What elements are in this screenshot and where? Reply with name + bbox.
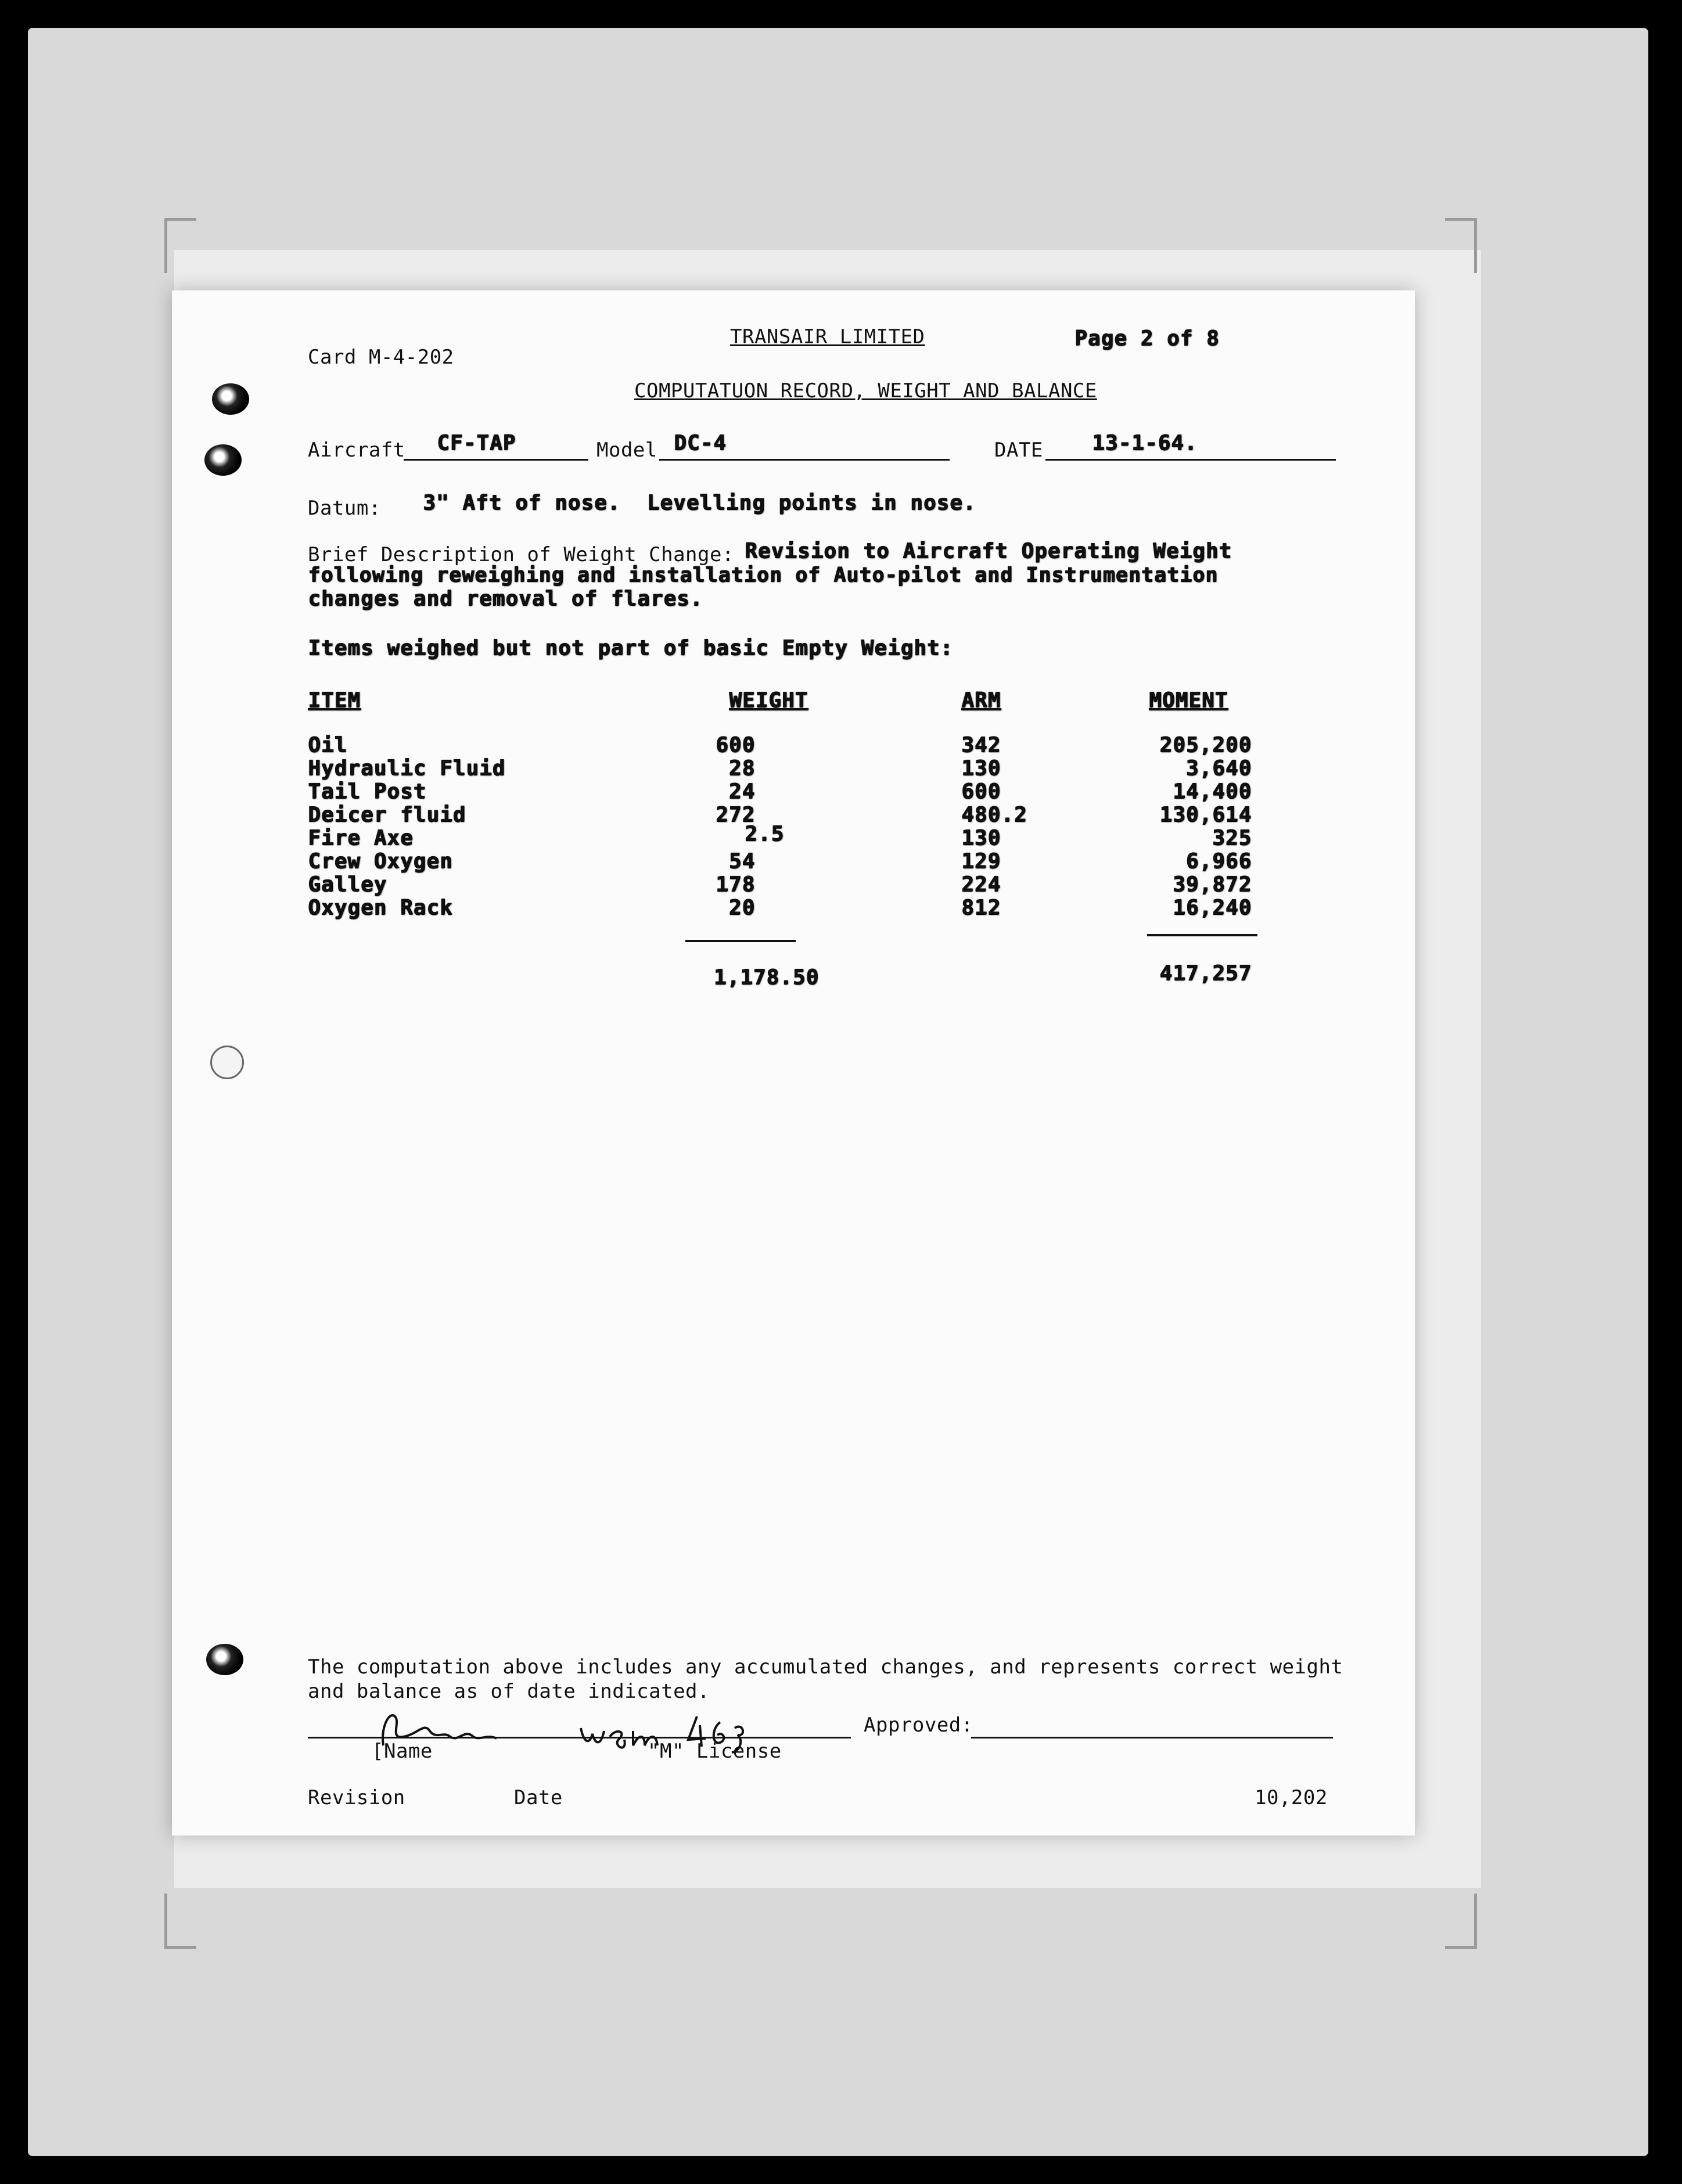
- description-line-1: Revision to Aircraft Operating Weight: [745, 539, 1232, 563]
- item-name: Galley: [308, 872, 387, 896]
- item-weight: 24: [728, 780, 755, 803]
- item-moment: 6,966: [1185, 849, 1252, 873]
- item-arm: 480.2: [961, 803, 1027, 827]
- item-arm: 812: [961, 896, 1001, 919]
- item-arm: 129: [961, 849, 1001, 873]
- item-moment: 39,872: [1172, 872, 1252, 896]
- aircraft-underline: [404, 459, 588, 461]
- item-name: Deicer fluid: [308, 803, 466, 827]
- column-header-arm: ARM: [961, 688, 1001, 712]
- item-moment: 325: [1212, 826, 1252, 850]
- punch-hole: [204, 444, 242, 476]
- punch-hole: [210, 1046, 244, 1079]
- license-label: "M" License: [648, 1740, 782, 1763]
- item-arm: 130: [961, 756, 1001, 780]
- item-arm: 224: [961, 872, 1001, 896]
- item-weight: 272: [715, 803, 755, 827]
- revision-date-label: Date: [514, 1786, 563, 1809]
- certification-statement-1: The computation above includes any accumulated changes, and represents correct weight: [308, 1655, 1343, 1679]
- approved-signature-line: [971, 1737, 1333, 1738]
- name-signature-line: [308, 1737, 851, 1738]
- item-moment: 14,400: [1172, 780, 1252, 803]
- item-arm: 342: [961, 733, 1001, 757]
- weight-total-rule: [685, 940, 796, 942]
- punch-hole: [206, 1644, 243, 1675]
- item-moment: 205,200: [1159, 733, 1252, 757]
- certification-statement-2: and balance as of date indicated.: [308, 1680, 710, 1703]
- corner-mark-bottom-right: [1445, 1894, 1477, 1949]
- item-name: Hydraulic Fluid: [308, 756, 506, 780]
- form-title: COMPUTATUON RECORD, WEIGHT AND BALANCE: [634, 379, 1097, 403]
- name-label: [Name: [372, 1740, 433, 1763]
- date-underline: [1045, 459, 1336, 461]
- description-line-2: following reweighing and installation of Auto-pilot and Instrumentation: [308, 563, 1219, 587]
- form-number: 10,202: [1255, 1786, 1328, 1809]
- item-name: Oil: [308, 733, 348, 757]
- item-moment: 130,614: [1159, 803, 1252, 827]
- card-number: Card M-4-202: [308, 346, 454, 369]
- item-name: Crew Oxygen: [308, 849, 453, 873]
- model-value: DC-4: [674, 431, 727, 455]
- item-weight: 54: [728, 849, 755, 873]
- page-indicator: Page 2 of 8: [1074, 326, 1220, 350]
- corner-mark-bottom-left: [164, 1894, 196, 1949]
- item-weight: 28: [728, 756, 755, 780]
- item-arm: 130: [961, 826, 1001, 850]
- total-moment: 417,257: [1159, 961, 1252, 985]
- column-header-item: ITEM: [308, 688, 361, 712]
- item-name: Tail Post: [308, 780, 427, 803]
- item-name: Fire Axe: [308, 826, 414, 850]
- item-weight: 600: [715, 733, 755, 757]
- model-underline: [659, 459, 950, 461]
- item-weight: 20: [728, 896, 755, 919]
- punch-hole: [212, 383, 249, 415]
- item-weight: 2.5: [744, 822, 784, 846]
- date-label: DATE: [994, 439, 1043, 462]
- company-name: TRANSAIR LIMITED: [730, 325, 925, 349]
- item-moment: 3,640: [1185, 756, 1252, 780]
- description-label: Brief Description of Weight Change:: [308, 543, 734, 566]
- item-name: Oxygen Rack: [308, 896, 453, 919]
- datum-label: Datum:: [308, 497, 381, 520]
- corner-mark-top-left: [164, 218, 196, 273]
- corner-mark-top-right: [1445, 218, 1477, 273]
- column-header-weight: WEIGHT: [729, 688, 808, 712]
- datum-value: 3" Aft of nose. Levelling points in nose.: [423, 491, 976, 515]
- item-moment: 16,240: [1172, 896, 1252, 919]
- items-heading: Items weighed but not part of basic Empty Weight:: [308, 636, 954, 660]
- aircraft-label: Aircraft: [308, 439, 405, 462]
- record-card: [172, 290, 1415, 1835]
- aircraft-value: CF-TAP: [437, 431, 516, 455]
- approved-label: Approved:: [864, 1714, 973, 1737]
- total-weight: 1,178.50: [713, 965, 819, 989]
- moment-total-rule: [1147, 934, 1257, 936]
- item-arm: 600: [961, 780, 1001, 803]
- model-label: Model: [596, 439, 657, 462]
- date-value: 13-1-64.: [1092, 431, 1198, 455]
- item-weight: 178: [715, 872, 755, 896]
- description-line-3: changes and removal of flares.: [308, 587, 703, 610]
- column-header-moment: MOMENT: [1149, 688, 1228, 712]
- revision-label: Revision: [308, 1786, 405, 1809]
